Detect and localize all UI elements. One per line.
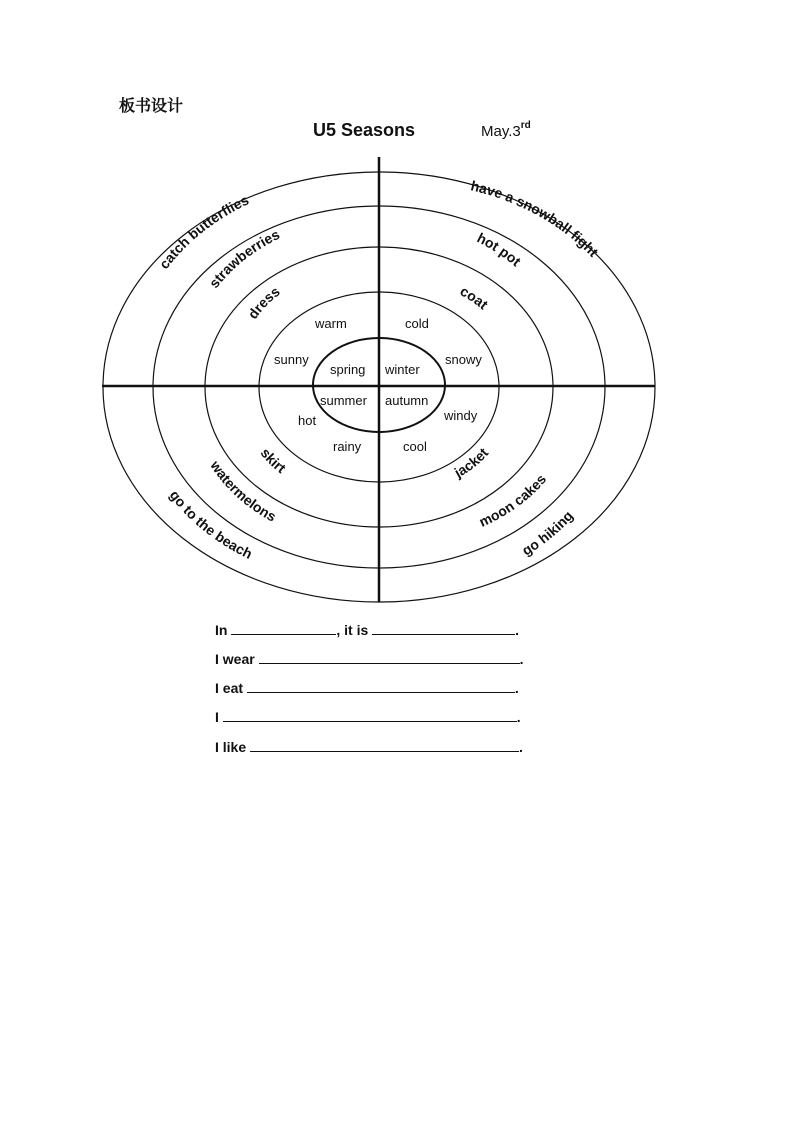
sentence-text: I [215, 709, 219, 725]
sentence-text: In [215, 622, 228, 638]
season-spring: spring [330, 362, 366, 377]
sentence-text: I like [215, 739, 247, 755]
sentence-text: , it is [336, 622, 369, 638]
date-main: May.3 [481, 123, 521, 140]
blank-line[interactable] [372, 620, 515, 635]
sentence-frame-eat [215, 678, 519, 698]
blank-line[interactable] [247, 678, 515, 693]
date-suffix: rd [520, 120, 531, 131]
blank-line[interactable] [223, 707, 517, 722]
sentence-end: . [515, 622, 520, 638]
food-watermelons: watermelons [207, 457, 280, 525]
weather-rainy: rainy [333, 439, 362, 454]
food-hot-pot: hot pot [474, 229, 525, 270]
weather-sunny: sunny [274, 352, 309, 367]
weather-hot: hot [298, 413, 317, 428]
board-design-heading: 板书设计 [119, 96, 184, 115]
clothes-dress: dress [244, 283, 283, 322]
weather-warm: warm [315, 316, 347, 331]
sentence-frame-season [215, 620, 519, 640]
activity-snowball-fight: have a snowball fight [469, 177, 602, 260]
clothes-coat: coat [457, 282, 492, 313]
sentence-end: . [514, 680, 519, 696]
weather-cool: cool [403, 439, 427, 454]
sentence-text: I eat [215, 680, 244, 696]
sentence-end: . [519, 739, 523, 755]
sentence-end: . [519, 651, 524, 667]
activity-go-to-beach: go to the beach [166, 486, 255, 562]
sentence-frame-wear [215, 649, 523, 669]
sentence-text: I wear [215, 651, 255, 667]
clothes-jacket: jacket [451, 444, 492, 481]
sentence-frame-like [215, 737, 523, 757]
clothes-skirt: skirt [257, 444, 289, 477]
season-autumn: autumn [385, 393, 429, 408]
season-winter: winter [385, 362, 420, 377]
weather-cold: cold [405, 316, 429, 331]
blank-line[interactable] [231, 620, 336, 635]
season-summer: summer [320, 393, 367, 408]
food-moon-cakes: moon cakes [476, 470, 550, 530]
sentence-frame-do [215, 707, 521, 727]
weather-windy: windy [444, 408, 478, 423]
unit-title: U5 Seasons [313, 120, 416, 140]
food-strawberries: strawberries [205, 226, 283, 291]
activity-catch-butterflies: catch butterflies [155, 191, 252, 272]
blank-line[interactable] [259, 649, 520, 664]
blank-line[interactable] [250, 737, 519, 752]
activity-go-hiking: go hiking [519, 507, 577, 559]
weather-snowy: snowy [445, 352, 482, 367]
sentence-end: . [516, 709, 521, 725]
